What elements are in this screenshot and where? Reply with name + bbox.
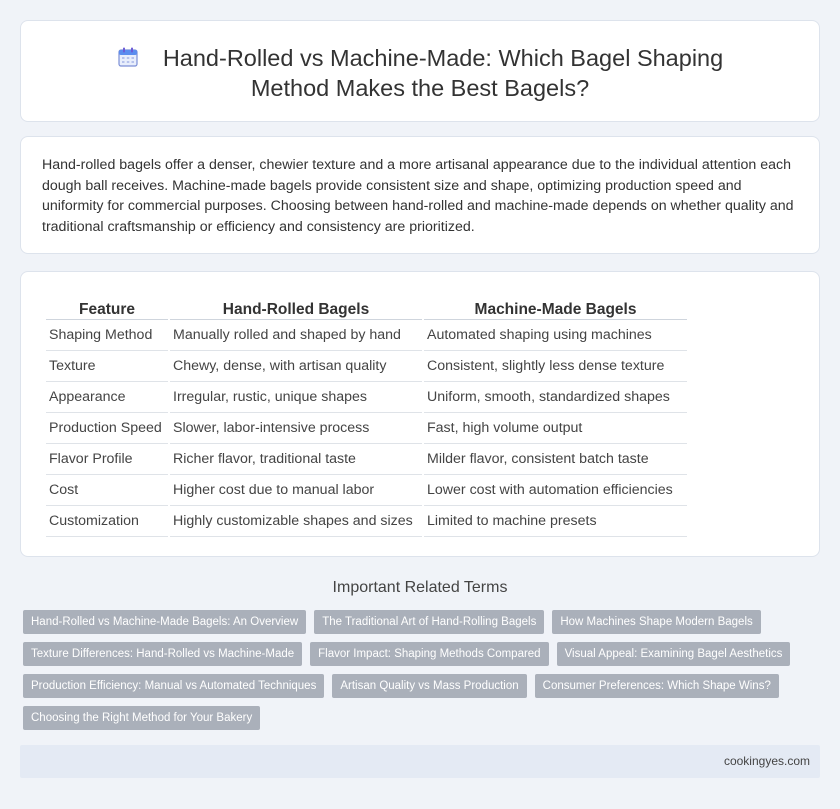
related-term-tag[interactable]: Visual Appeal: Examining Bagel Aesthetics bbox=[557, 642, 791, 666]
site-name[interactable]: cookingyes.com bbox=[723, 754, 810, 768]
intro-card bbox=[20, 136, 820, 254]
machine-made-cell: Automated shaping using machines bbox=[424, 320, 687, 351]
header-machine-made: Machine-Made Bagels bbox=[424, 296, 687, 320]
comparison-table bbox=[44, 296, 689, 537]
table-header-row bbox=[46, 296, 687, 320]
table-row bbox=[46, 320, 687, 351]
page-title-container bbox=[21, 43, 819, 103]
calendar-icon bbox=[117, 46, 139, 68]
hand-rolled-cell: Irregular, rustic, unique shapes bbox=[170, 382, 422, 413]
feature-cell: Customization bbox=[46, 506, 168, 537]
machine-made-cell: Consistent, slightly less dense texture bbox=[424, 351, 687, 382]
table-row bbox=[46, 475, 687, 506]
page-title: Hand-Rolled vs Machine-Made: Which Bagel Shaping Method Makes the Best Bagels? bbox=[162, 45, 724, 101]
machine-made-cell: Limited to machine presets bbox=[424, 506, 687, 537]
related-term-tag[interactable]: Flavor Impact: Shaping Methods Compared bbox=[310, 642, 548, 666]
related-term-tag[interactable]: Artisan Quality vs Mass Production bbox=[332, 674, 526, 698]
related-term-tag[interactable]: The Traditional Art of Hand-Rolling Bagels bbox=[314, 610, 544, 634]
related-term-tag[interactable]: Texture Differences: Hand-Rolled vs Machine-Made bbox=[23, 642, 302, 666]
related-term-tag[interactable]: Consumer Preferences: Which Shape Wins? bbox=[535, 674, 779, 698]
machine-made-cell: Uniform, smooth, standardized shapes bbox=[424, 382, 687, 413]
hand-rolled-cell: Manually rolled and shaped by hand bbox=[170, 320, 422, 351]
machine-made-cell: Milder flavor, consistent batch taste bbox=[424, 444, 687, 475]
header-hand-rolled: Hand-Rolled Bagels bbox=[170, 296, 422, 320]
tag-row bbox=[23, 674, 823, 698]
related-term-tag[interactable]: Production Efficiency: Manual vs Automated Techniques bbox=[23, 674, 324, 698]
hand-rolled-cell: Highly customizable shapes and sizes bbox=[170, 506, 422, 537]
feature-cell: Flavor Profile bbox=[46, 444, 168, 475]
table-row bbox=[46, 413, 687, 444]
tag-row bbox=[23, 706, 823, 730]
machine-made-cell: Fast, high volume output bbox=[424, 413, 687, 444]
hand-rolled-cell: Slower, labor-intensive process bbox=[170, 413, 422, 444]
header-feature: Feature bbox=[46, 296, 168, 320]
tag-row bbox=[23, 642, 823, 666]
title-card bbox=[20, 20, 820, 122]
feature-cell: Appearance bbox=[46, 382, 168, 413]
related-terms-heading: Important Related Terms bbox=[332, 579, 508, 596]
machine-made-cell: Lower cost with automation efficiencies bbox=[424, 475, 687, 506]
table-row bbox=[46, 382, 687, 413]
related-terms-list bbox=[23, 610, 823, 738]
table-row bbox=[46, 351, 687, 382]
feature-cell: Shaping Method bbox=[46, 320, 168, 351]
footer-bar bbox=[20, 745, 820, 778]
related-term-tag[interactable]: Choosing the Right Method for Your Bakery bbox=[23, 706, 260, 730]
hand-rolled-cell: Richer flavor, traditional taste bbox=[170, 444, 422, 475]
related-term-tag[interactable]: How Machines Shape Modern Bagels bbox=[552, 610, 760, 634]
feature-cell: Texture bbox=[46, 351, 168, 382]
hand-rolled-cell: Higher cost due to manual labor bbox=[170, 475, 422, 506]
feature-cell: Production Speed bbox=[46, 413, 168, 444]
intro-paragraph: Hand-rolled bagels offer a denser, chewier texture and a more artisanal appearance due to the individual attention each dough ball receives. Machine-made bagels provide consistent size and shape, optimizing production speed and uniformity for commercial purposes. Choosing between hand-rolled and machine-made depends on whether quality and traditional craftsmanship or efficiency and consistency are prioritized. bbox=[42, 157, 794, 235]
comparison-card bbox=[20, 271, 820, 557]
tag-row bbox=[23, 610, 823, 634]
table-row bbox=[46, 444, 687, 475]
table-row bbox=[46, 506, 687, 537]
feature-cell: Cost bbox=[46, 475, 168, 506]
hand-rolled-cell: Chewy, dense, with artisan quality bbox=[170, 351, 422, 382]
related-term-tag[interactable]: Hand-Rolled vs Machine-Made Bagels: An Overview bbox=[23, 610, 306, 634]
